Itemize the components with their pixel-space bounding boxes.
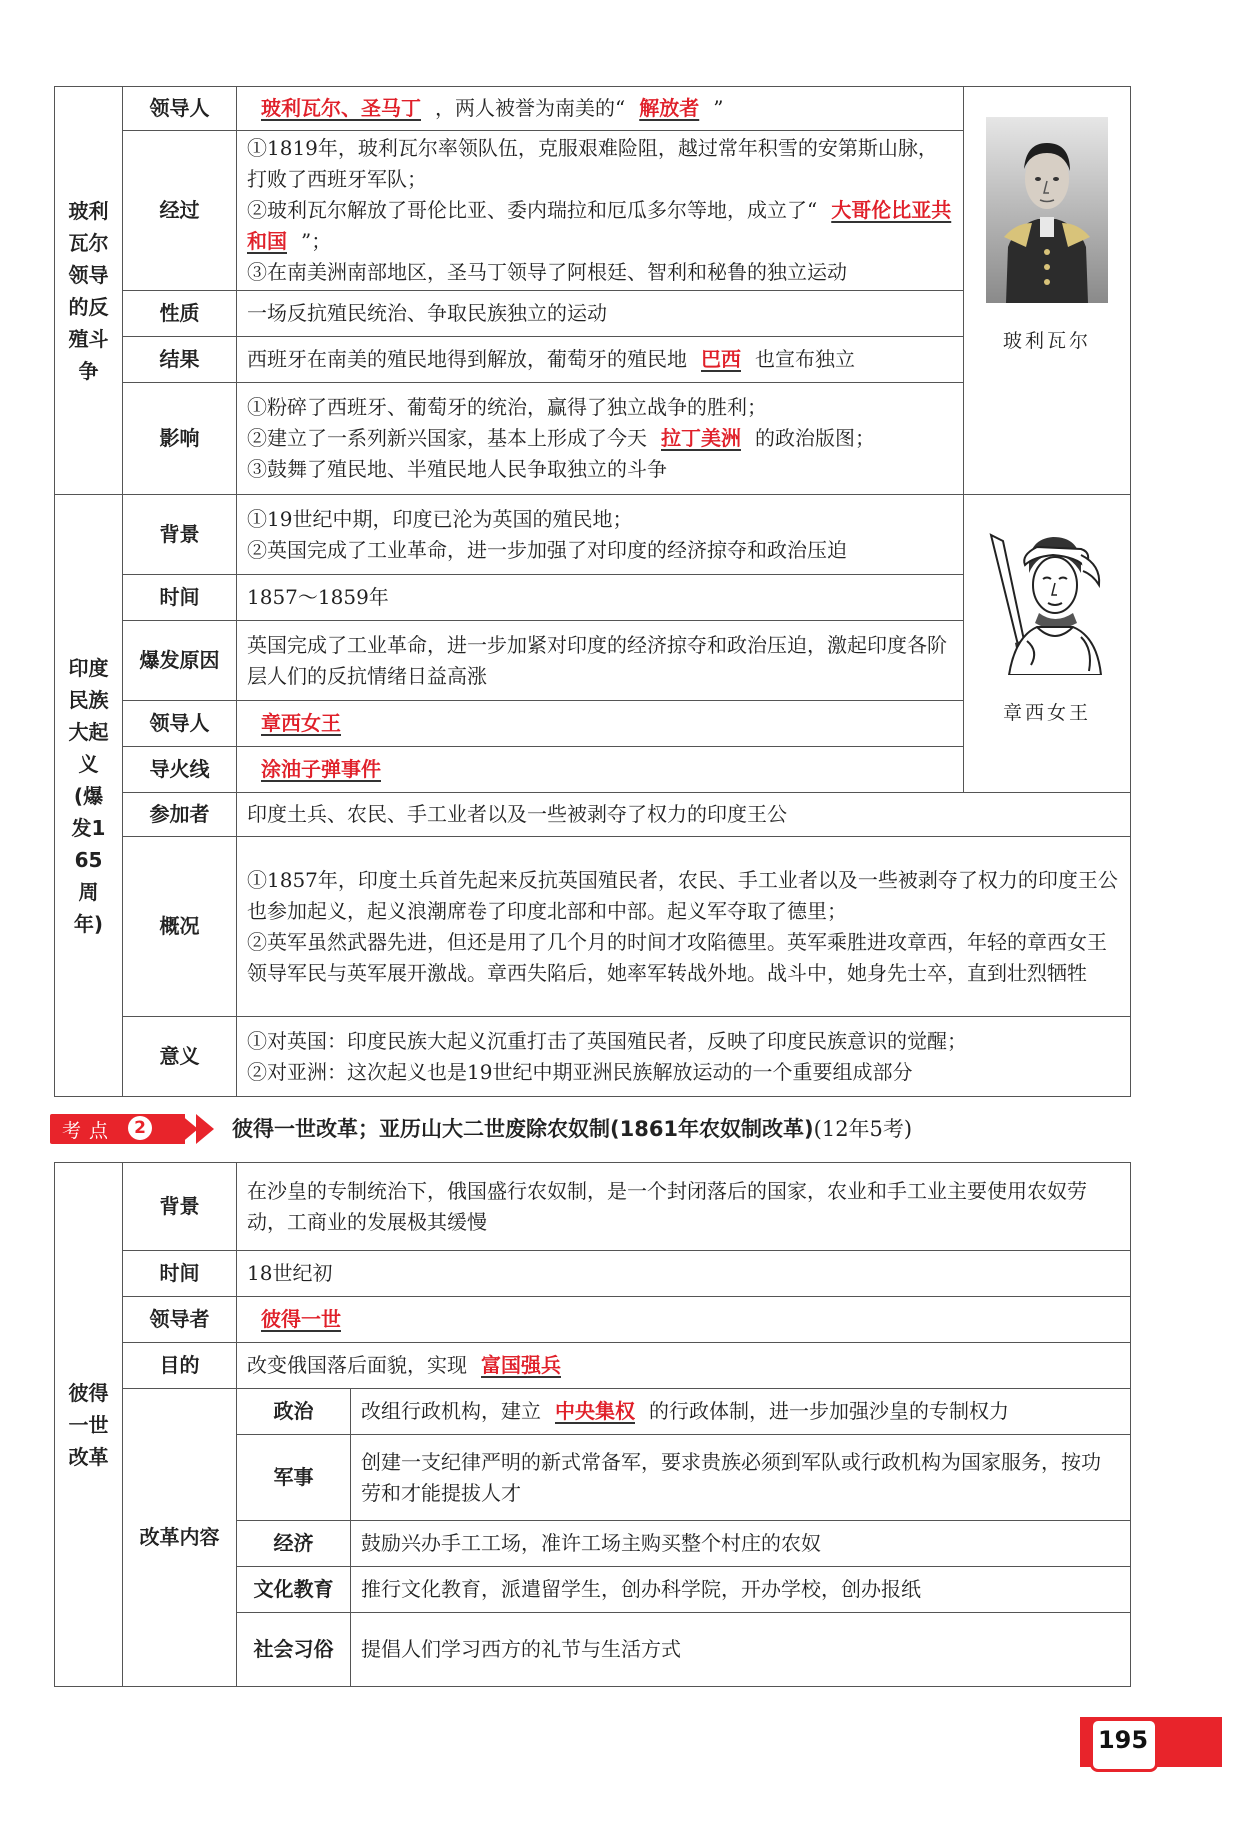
cell-india-cause: 英国完成了工业革命，进一步加紧对印度的经济掠夺和政治压迫，激起印度各阶层人们的反抗情绪日益高涨 [237, 621, 964, 701]
label-peter-time: 时间 [123, 1251, 237, 1297]
label-india-time: 时间 [123, 575, 237, 621]
answer-leader: 玻利瓦尔、圣马丁 [261, 96, 421, 120]
cell-india-bg: ①19世纪中期，印度已沦为英国的殖民地； ②英国完成了工业革命，进一步加强了对印度的经济掠夺和政治压迫 [237, 495, 964, 575]
cell-india-participants: 印度土兵、农民、手工业者以及一些被剥夺了权力的印度王公 [237, 793, 1131, 837]
label-nature: 性质 [123, 291, 237, 337]
answer-liberator: 解放者 [639, 96, 700, 120]
answer-queen: 章西女王 [261, 711, 341, 735]
kaodian-badge [50, 1114, 185, 1144]
cell-india-leader [237, 701, 964, 747]
label-custom: 社会习俗 [237, 1613, 351, 1687]
label-culture: 文化教育 [237, 1567, 351, 1613]
label-peter-bg: 背景 [123, 1163, 237, 1251]
portrait-cell-queen [964, 495, 1131, 793]
cell-peter-time: 18世纪初 [237, 1251, 1131, 1297]
label-india-bg: 背景 [123, 495, 237, 575]
arrow-icon-2 [196, 1114, 214, 1144]
cell-leader: 玻利瓦尔、圣马丁 ，两人被誉为南美的“ 解放者 ” [237, 87, 964, 131]
answer-rich-strong: 富国强兵 [481, 1353, 561, 1377]
label-economy: 经济 [237, 1521, 351, 1567]
label-peter-content: 改革内容 [123, 1389, 237, 1687]
label-impact: 影响 [123, 383, 237, 495]
group-peter: 彼得一世改革 [55, 1163, 123, 1687]
label-india-fuse: 导火线 [123, 747, 237, 793]
cell-peter-purpose: 改变俄国落后面貌，实现 富国强兵 [237, 1343, 1131, 1389]
group-bolivar: 玻利瓦尔领导的反殖斗争 [55, 87, 123, 495]
answer-brazil: 巴西 [701, 347, 741, 371]
cell-peter-bg: 在沙皇的专制统治下，俄国盛行农奴制，是一个封闭落后的国家，农业和手工业主要使用农奴劳动，工商业的发展极其缓慢 [237, 1163, 1131, 1251]
cell-process: ①1819年，玻利瓦尔率领队伍，克服艰难险阻，越过常年积雪的安第斯山脉，打败了西班牙军队； ②玻利瓦尔解放了哥伦比亚、委内瑞拉和厄瓜多尔等地，成立了“ 大哥伦比亚共和国 ”； ③在南美洲南部地区，圣马丁领导了阿根廷、智利和秘鲁的独立运动 [237, 131, 964, 291]
cell-india-meaning: ①对英国：印度民族大起义沉重打击了英国殖民者，反映了印度民族意识的觉醒； ②对亚洲：这次起义也是19世纪中期亚洲民族解放运动的一个重要组成部分 [237, 1017, 1131, 1097]
history-table-2 [54, 1162, 1131, 1687]
cell-culture: 推行文化教育，派遣留学生，创办科学院，开办学校，创办报纸 [351, 1567, 1131, 1613]
label-india-leader: 领导人 [123, 701, 237, 747]
cell-peter-leader [237, 1297, 1131, 1343]
kaodian-number: 2 [128, 1116, 152, 1140]
history-table-1 [54, 86, 1131, 1097]
answer-centralization: 中央集权 [555, 1399, 635, 1423]
queen-portrait-icon [981, 525, 1113, 675]
label-leader: 领导人 [123, 87, 237, 131]
label-military: 军事 [237, 1435, 351, 1521]
answer-latin-america: 拉丁美洲 [661, 426, 741, 450]
answer-cartridge: 涂油子弹事件 [261, 757, 381, 781]
label-politics: 政治 [237, 1389, 351, 1435]
label-peter-leader: 领导者 [123, 1297, 237, 1343]
cell-india-time: 1857～1859年 [237, 575, 964, 621]
cell-economy: 鼓励兴办手工工场，准许工场主购买整个村庄的农奴 [351, 1521, 1131, 1567]
cell-india-overview: ①1857年，印度土兵首先起来反抗英国殖民者，农民、手工业者以及一些被剥夺了权力的印度王公也参加起义，起义浪潮席卷了印度北部和中部。起义军夺取了德里； ②英军虽然武器先进，但还是用了几个月的时间才攻陷德里。英军乘胜进攻章西，年轻的章西女王领导军民与英军展开激战。章西失陷后，她率军转战外地。战斗中，她身先士卒，直到壮烈牺牲 [237, 837, 1131, 1017]
answer-peter: 彼得一世 [261, 1307, 341, 1331]
cell-india-fuse [237, 747, 964, 793]
cell-nature: 一场反抗殖民统治、争取民族独立的运动 [237, 291, 964, 337]
cell-result: 西班牙在南美的殖民地得到解放，葡萄牙的殖民地 巴西 也宣布独立 [237, 337, 964, 383]
label-india-participants: 参加者 [123, 793, 237, 837]
kaodian-label: 考点 [62, 1120, 117, 1142]
bolivar-portrait-icon [986, 117, 1108, 303]
portrait-cell-bolivar [964, 87, 1131, 495]
cell-custom: 提倡人们学习西方的礼节与生活方式 [351, 1613, 1131, 1687]
answer-gran-colombia: 大哥伦比亚共和国 [247, 198, 952, 253]
cell-impact: ①粉碎了西班牙、葡萄牙的统治，赢得了独立战争的胜利； ②建立了一系列新兴国家，基本上形成了今天 拉丁美洲 的政治版图； ③鼓舞了殖民地、半殖民地人民争取独立的斗争 [237, 383, 964, 495]
label-peter-purpose: 目的 [123, 1343, 237, 1389]
label-india-cause: 爆发原因 [123, 621, 237, 701]
label-india-meaning: 意义 [123, 1017, 237, 1097]
label-process: 经过 [123, 131, 237, 291]
page-number: 195 [1097, 1726, 1149, 1754]
label-result: 结果 [123, 337, 237, 383]
caption-bolivar: 玻利瓦尔 [1002, 330, 1091, 352]
label-india-overview: 概况 [123, 837, 237, 1017]
caption-queen: 章西女王 [1002, 702, 1091, 724]
cell-military: 创建一支纪律严明的新式常备军，要求贵族必须到军队或行政机构为国家服务，按功劳和才能提拔人才 [351, 1435, 1131, 1521]
group-india: 印度民族大起义(爆发165周年) [55, 495, 123, 1097]
kaodian-title: 彼得一世改革；亚历山大二世废除农奴制(1861年农奴制改革)(12年5考) [232, 1117, 913, 1141]
cell-politics: 改组行政机构，建立 中央集权 的行政体制，进一步加强沙皇的专制权力 [351, 1389, 1131, 1435]
